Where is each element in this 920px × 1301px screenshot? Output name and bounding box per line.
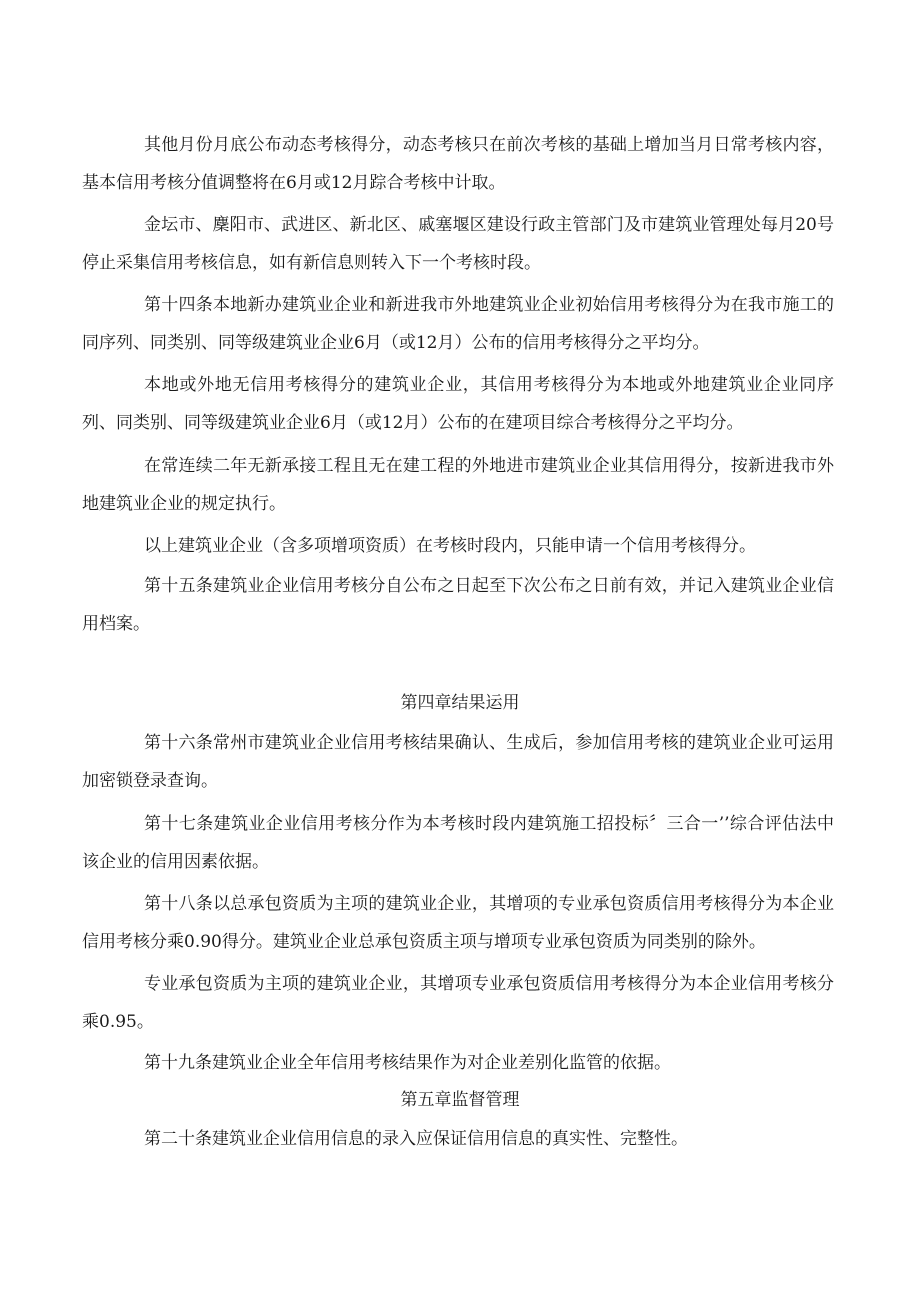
paragraph-specialty-contracting: 专业承包资质为主项的建筑业企业，其增项专业承包资质信用考核得分为本企业信用考核分乘0.95。 — [82, 974, 834, 1032]
paragraph-article-18: 第十八条以总承包资质为主项的建筑业企业，其增项的专业承包资质信用考核得分为本企业信用考核分乘0.90得分。建筑业企业总承包资质主项与增项专业承包资质为同类别的除外。 — [82, 894, 834, 952]
paragraph-article-15: 第十五条建筑业企业信用考核分自公布之日起至下次公布之日前有效，并记入建筑业企业信用档案。 — [82, 576, 834, 634]
paragraph-article-16: 第十六条常州市建筑业企业信用考核结果确认、生成后，参加信用考核的建筑业企业可运用加密锁登录查询。 — [82, 733, 834, 791]
chapter-4-title: 第四章结果运用 — [400, 693, 520, 713]
paragraph-article-14: 第十四条本地新办建筑业企业和新进我市外地建筑业企业初始信用考核得分为在我市施工的同序列、同类别、同等级建筑业企业6月（或12月）公布的信用考核得分之平均分。 — [82, 295, 834, 353]
paragraph-monthly-dynamic-score: 其他月份月底公布动态考核得分，动态考核只在前次考核的基础上增加当月日常考核内容，基本信用考核分值调整将在6月或12月踪合考核中计取。 — [82, 135, 834, 193]
paragraph-article-17: 第十七条建筑业企业信用考核分作为本考核时段内建筑施工招投标〞三合一’’综合评估法中该企业的信用因素依据。 — [82, 814, 834, 872]
paragraph-article-20: 第二十条建筑业企业信用信息的录入应保证信用信息的真实性、完整性。 — [144, 1129, 688, 1149]
paragraph-single-score: 以上建筑业企业（含多项增项资质）在考核时段内，只能申请一个信用考核得分。 — [144, 536, 756, 556]
paragraph-two-years-no-projects: 在常连续二年无新承接工程且无在建工程的外地进市建筑业企业其信用得分，按新进我市外地建筑业企业的规定执行。 — [82, 456, 834, 514]
paragraph-collection-deadline: 金坛市、麇阳市、武进区、新北区、戚塞堰区建设行政主管部门及市建筑业管理处每月20号停止采集信用考核信息，如有新信息则转入下一个考核时段。 — [82, 215, 834, 273]
chapter-5-title: 第五章监督管理 — [400, 1090, 520, 1110]
paragraph-article-19: 第十九条建筑业企业全年信用考核结果作为对企业差别化监管的依据。 — [144, 1053, 671, 1073]
paragraph-no-score-average: 本地或外地无信用考核得分的建筑业企业，其信用考核得分为本地或外地建筑业企业同序列、同类别、同等级建筑业企业6月（或12月）公布的在建项目综合考核得分之平均分。 — [82, 375, 834, 433]
